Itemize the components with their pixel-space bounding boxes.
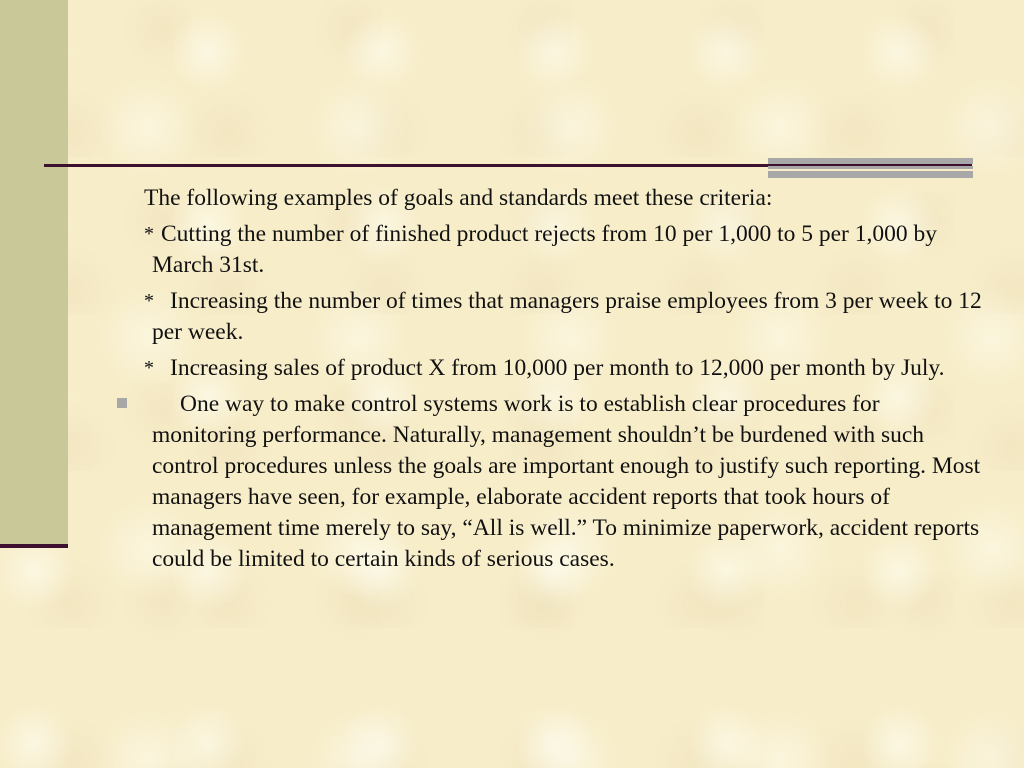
intro-text: The following examples of goals and standards meet these criteria:: [144, 185, 773, 211]
star-list-item: [144, 219, 982, 281]
slide-body: [112, 183, 982, 575]
star-bullet-icon: *: [144, 223, 154, 245]
star-item-text: Cutting the number of finished product rejects from 10 per 1,000 to 5 per 1,000 by March 31st.: [152, 221, 937, 278]
accent-bar-middle: [768, 166, 973, 169]
star-item-text: Increasing the number of times that managers praise employees from 3 per week to 12 per week.: [152, 288, 982, 345]
paragraph-text: One way to make control systems work is to establish clear procedures for monitoring performance. Naturally, management shouldn’t be burdened with such control procedures unless the goals are important enough to justify such reporting. Most managers have seen, for example, elaborate accident reports that took hours of management time merely to say, “All is well.” To minimize paperwork, accident reports could be limited to certain kinds of serious cases.: [152, 391, 981, 572]
accent-bar-bottom: [768, 171, 973, 178]
star-list-item: [144, 353, 982, 384]
accent-bars: [768, 158, 973, 180]
star-bullet-icon: *: [144, 357, 154, 379]
left-side-bar: [0, 0, 68, 544]
square-bullet-icon: [117, 398, 127, 408]
star-item-text: Increasing sales of product X from 10,000 per month to 12,000 per month by July.: [170, 355, 945, 381]
accent-bar-top: [768, 158, 973, 164]
star-list-item: [144, 286, 982, 348]
star-bullet-icon: *: [144, 290, 154, 312]
side-bar-bottom-rule: [0, 544, 68, 548]
body-paragraph: [152, 389, 982, 575]
